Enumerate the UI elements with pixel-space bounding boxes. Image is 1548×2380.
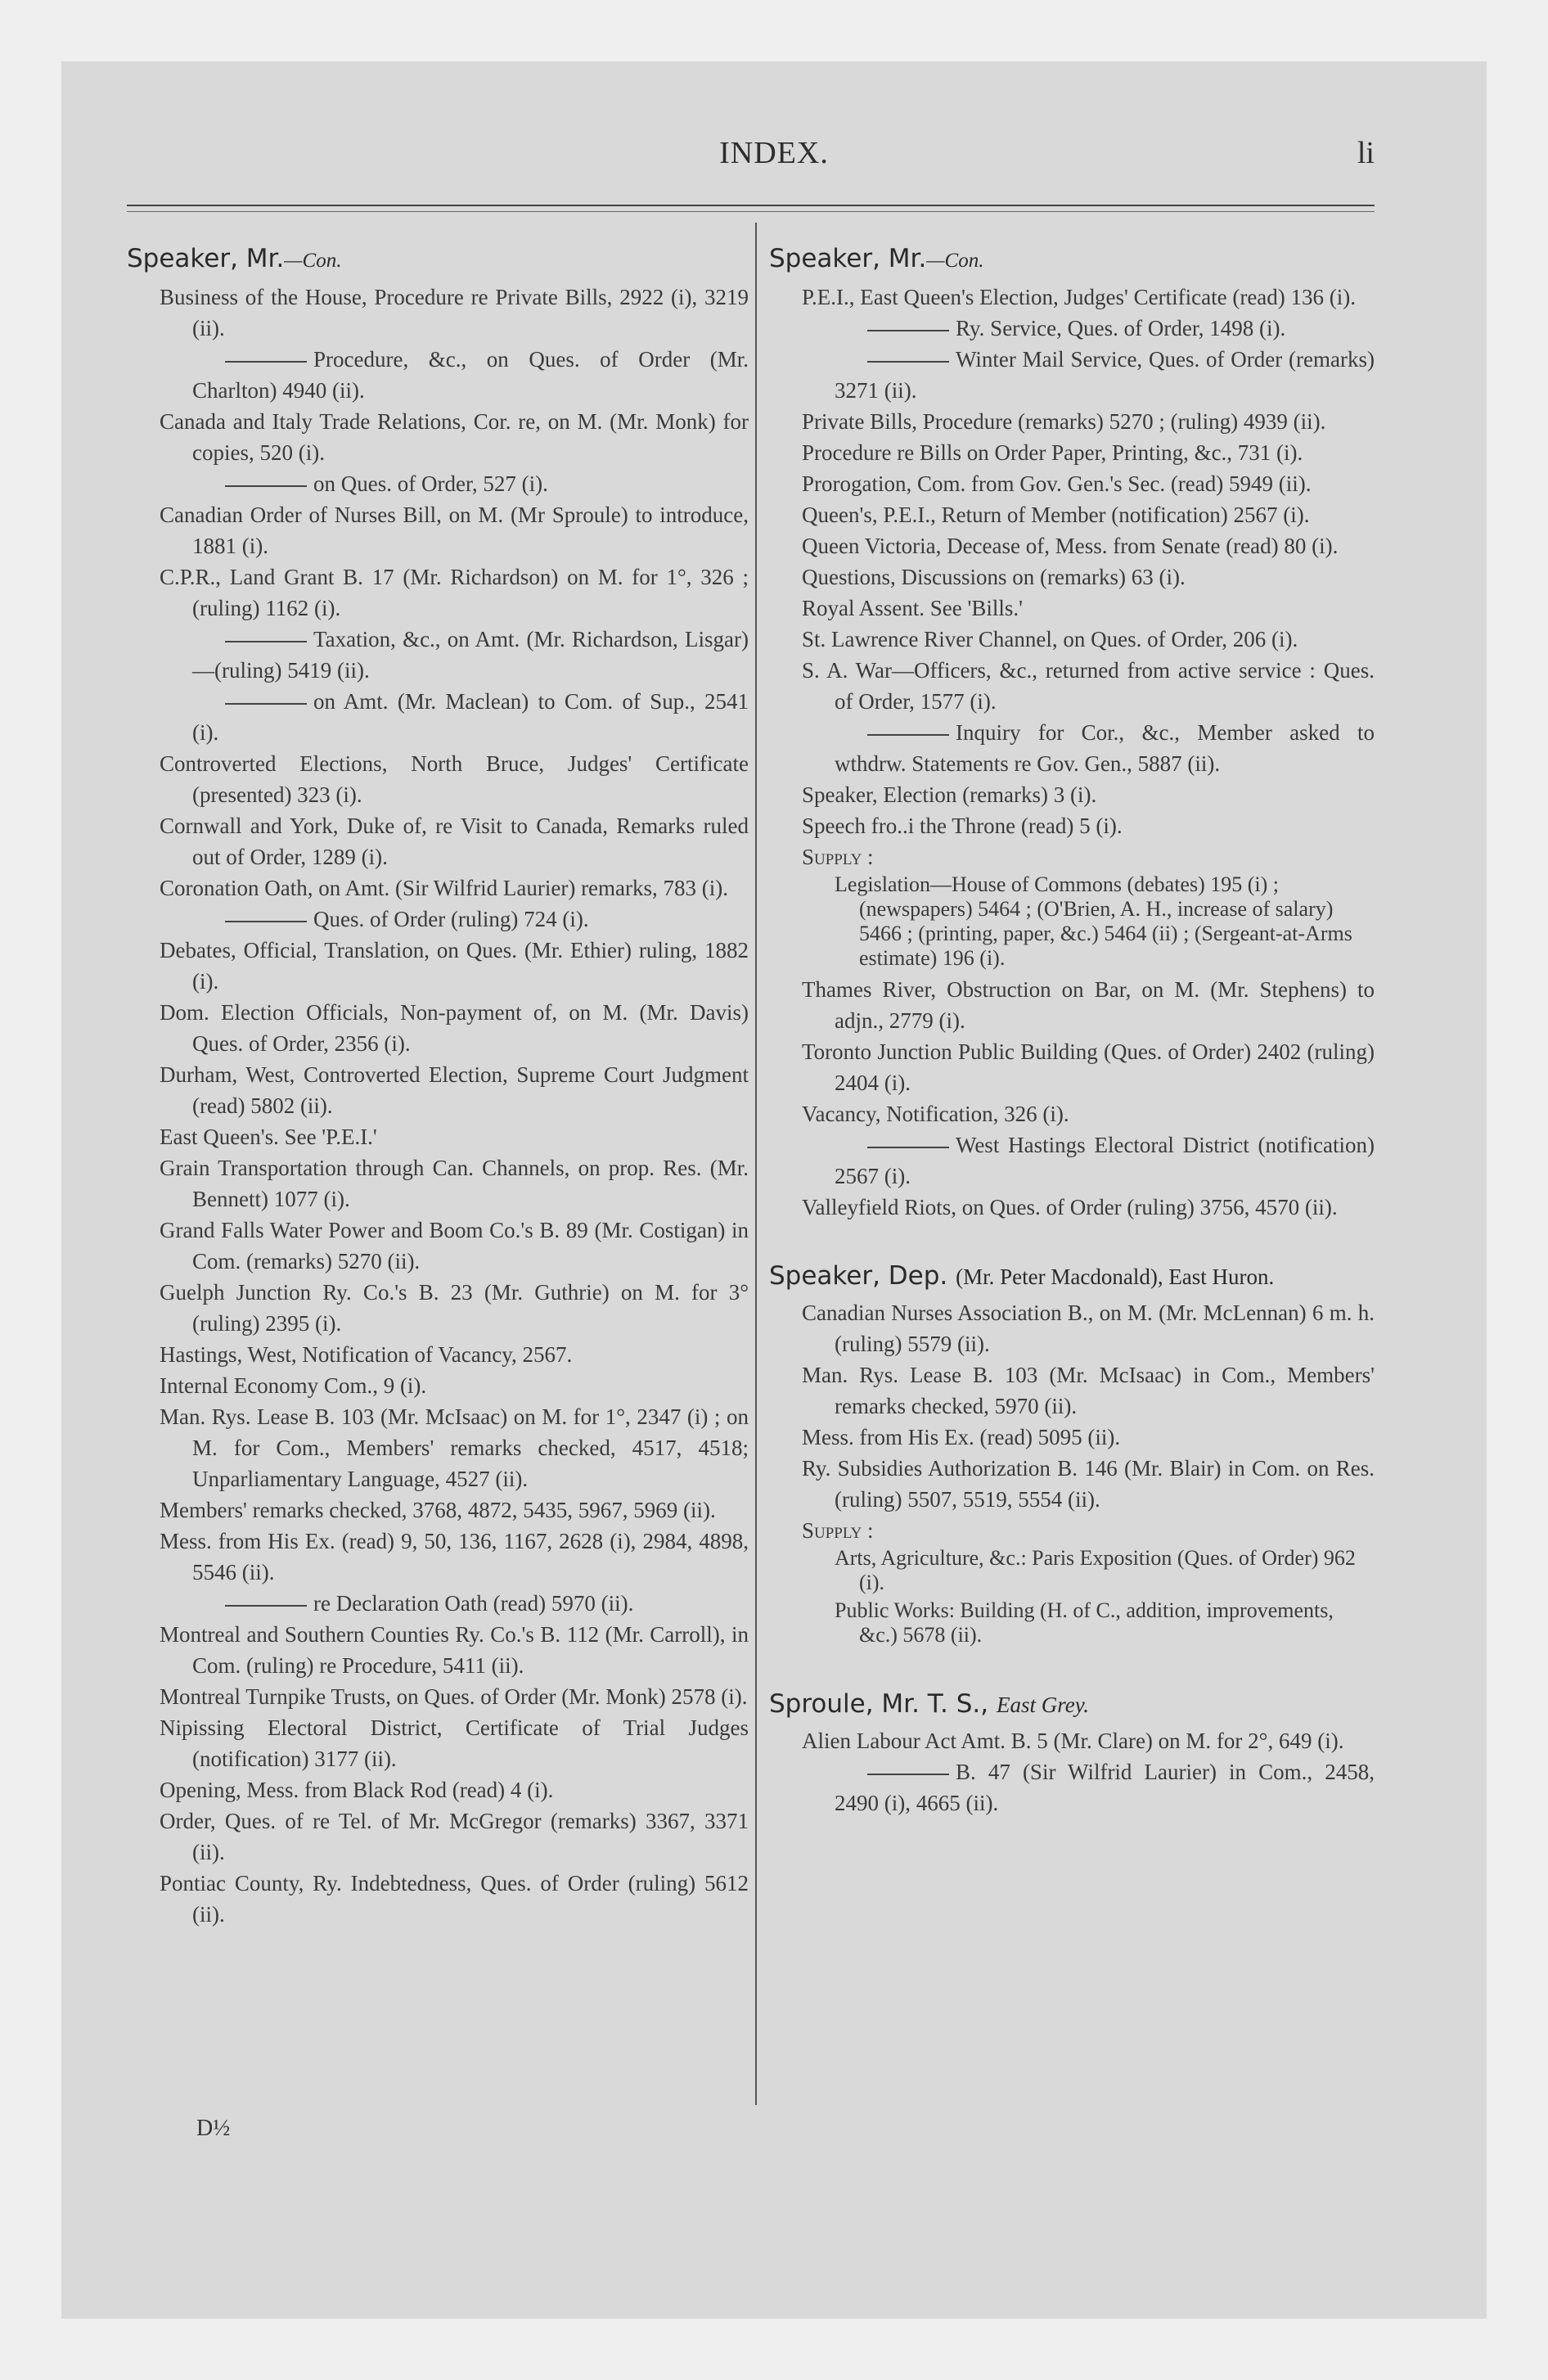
ditto-dash <box>225 703 307 705</box>
index-entry: C.P.R., Land Grant B. 17 (Mr. Richardson) on M. for 1°, 326 ; (ruling) 1162 (i). <box>160 565 749 620</box>
index-entry: Man. Rys. Lease B. 103 (Mr. McIsaac) in Com., Members' remarks checked, 5970 (ii). <box>802 1363 1375 1418</box>
index-entry-text: Ry. Service, Ques. of Order, 1498 (i). <box>956 316 1286 340</box>
supply-entry: Public Works: Building (H. of C., addition, improvements, &c.) 5678 (ii). <box>835 1598 1334 1647</box>
index-entry-text: Winter Mail Service, Ques. of Order (remarks) 3271 (ii). <box>835 347 1375 403</box>
ditto-dash <box>225 361 307 363</box>
index-entry: Private Bills, Procedure (remarks) 5270 ; (ruling) 4939 (ii). <box>802 409 1326 434</box>
ditto-dash <box>867 1147 949 1148</box>
supply-entry: Legislation—House of Commons (debates) 195 (i) ; (newspapers) 5464 ; (O'Brien, A. H., increase of salary) 5466 ; (printing, paper, &c.) 5464 (ii) ; (Sergeant-at-Arms estimate) 196 (i). <box>835 872 1352 970</box>
heading-suffix: —Con. <box>926 250 984 272</box>
ditto-dash <box>225 485 307 487</box>
column-divider <box>755 223 757 2105</box>
index-entry: Nipissing Electoral District, Certificate of Trial Judges (notification) 3177 (ii). <box>160 1715 749 1771</box>
signature-mark: D½ <box>196 2116 231 2141</box>
index-entry: Grand Falls Water Power and Boom Co.'s B. 89 (Mr. Costigan) in Com. (remarks) 5270 (ii). <box>160 1218 749 1273</box>
heading-name: Sproule, Mr. T. S., <box>769 1689 989 1719</box>
index-entry-text: Inquiry for Cor., &c., Member asked to wthdrw. Statements re Gov. Gen., 5887 (ii). <box>835 720 1375 776</box>
section-gap <box>769 1223 1375 1259</box>
supply-label: Supply : <box>802 1518 874 1543</box>
index-entry: Durham, West, Controverted Election, Supreme Court Judgment (read) 5802 (ii). <box>160 1062 749 1118</box>
deputy-heading <box>769 1259 1375 1294</box>
section-gap <box>769 1651 1375 1687</box>
left-column <box>127 241 749 1930</box>
index-entry: Hastings, West, Notification of Vacancy, 2567. <box>160 1342 573 1367</box>
index-entry: Procedure re Bills on Order Paper, Printing, &c., 731 (i). <box>802 440 1303 465</box>
index-entry: Dom. Election Officials, Non-payment of, on M. (Mr. Davis) Ques. of Order, 2356 (i). <box>160 1000 749 1056</box>
index-subentry <box>160 1588 749 1619</box>
index-entry: Alien Labour Act Amt. B. 5 (Mr. Clare) on M. for 2°, 649 (i). <box>802 1729 1344 1753</box>
index-entry: Opening, Mess. from Black Rod (read) 4 (i). <box>160 1778 554 1802</box>
index-entry-text: on Ques. of Order, 527 (i). <box>313 471 548 496</box>
index-entry: Montreal and Southern Counties Ry. Co.'s B. 112 (Mr. Carroll), in Com. (ruling) re Procedure, 5411 (ii). <box>160 1622 749 1678</box>
index-subentry <box>802 717 1375 779</box>
index-entry-text: B. 47 (Sir Wilfrid Laurier) in Com., 2458, 2490 (i), 4665 (ii). <box>835 1760 1375 1815</box>
index-entry: Queen Victoria, Decease of, Mess. from Senate (read) 80 (i). <box>802 534 1339 558</box>
index-entry: St. Lawrence River Channel, on Ques. of Order, 206 (i). <box>802 627 1298 651</box>
index-subentry <box>160 686 749 748</box>
page-number: li <box>1357 136 1375 170</box>
heading-suffix: (Mr. Peter Macdonald), East Huron. <box>956 1264 1275 1289</box>
index-entry-text: on Amt. (Mr. Maclean) to Com. of Sup., 2541 (i). <box>192 689 749 745</box>
index-entry: Order, Ques. of re Tel. of Mr. McGregor (remarks) 3367, 3371 (ii). <box>160 1809 749 1864</box>
index-entry: Pontiac County, Ry. Indebtedness, Ques. of Order (ruling) 5612 (ii). <box>160 1871 749 1927</box>
heading-name: Speaker, Mr. <box>769 244 927 273</box>
page-title: INDEX. <box>719 136 829 170</box>
sproule-heading <box>769 1687 1375 1722</box>
index-entry: Canadian Order of Nurses Bill, on M. (Mr Sproule) to introduce, 1881 (i). <box>160 503 749 558</box>
index-entry: Queen's, P.E.I., Return of Member (notification) 2567 (i). <box>802 503 1310 527</box>
index-entry: S. A. War—Officers, &c., returned from active service : Ques. of Order, 1577 (i). <box>802 658 1375 714</box>
ditto-dash <box>867 330 949 331</box>
index-entry: Thames River, Obstruction on Bar, on M. (Mr. Stephens) to adjn., 2779 (i). <box>802 977 1375 1033</box>
index-entry: Grain Transportation through Can. Channels, on prop. Res. (Mr. Bennett) 1077 (i). <box>160 1156 749 1211</box>
index-entry: Controverted Elections, North Bruce, Judges' Certificate (presented) 323 (i). <box>160 751 749 807</box>
index-entry-text: Procedure, &c., on Ques. of Order (Mr. Charlton) 4940 (ii). <box>192 347 749 403</box>
index-entry: Royal Assent. See 'Bills.' <box>802 596 1023 620</box>
supply-label: Supply : <box>802 845 874 869</box>
index-entry: Questions, Discussions on (remarks) 63 (i). <box>802 565 1186 589</box>
index-entry: Speech fro..i the Throne (read) 5 (i). <box>802 814 1123 838</box>
index-subentry <box>160 624 749 686</box>
heading-suffix: East Grey. <box>997 1693 1089 1717</box>
index-subentry <box>802 313 1375 344</box>
index-entry: P.E.I., East Queen's Election, Judges' Certificate (read) 136 (i). <box>802 285 1357 309</box>
index-subentry <box>160 344 749 406</box>
index-entry: Guelph Junction Ry. Co.'s B. 23 (Mr. Guthrie) on M. for 3° (ruling) 2395 (i). <box>160 1280 749 1336</box>
index-entry: Mess. from His Ex. (read) 5095 (ii). <box>802 1425 1121 1449</box>
ditto-dash <box>867 1774 949 1775</box>
ditto-dash <box>225 641 307 642</box>
index-entry: Toronto Junction Public Building (Ques. of Order) 2402 (ruling) 2404 (i). <box>802 1039 1375 1095</box>
header-rule-thin <box>127 211 1375 212</box>
index-subentry <box>802 344 1375 406</box>
index-entry: Speaker, Election (remarks) 3 (i). <box>802 782 1097 807</box>
ditto-dash <box>225 921 307 922</box>
index-entry: Coronation Oath, on Amt. (Sir Wilfrid Laurier) remarks, 783 (i). <box>160 876 729 900</box>
index-entry: Vacancy, Notification, 326 (i). <box>802 1102 1069 1126</box>
index-entry: Ry. Subsidies Authorization B. 146 (Mr. Blair) in Com. on Res. (ruling) 5507, 5519, 5554 (ii). <box>802 1456 1375 1512</box>
index-entry: Prorogation, Com. from Gov. Gen.'s Sec. (read) 5949 (ii). <box>802 471 1312 496</box>
index-entry-text: West Hastings Electoral District (notification) 2567 (i). <box>835 1133 1375 1188</box>
index-entry: Canada and Italy Trade Relations, Cor. re, on M. (Mr. Monk) for copies, 520 (i). <box>160 409 749 465</box>
ditto-dash <box>225 1605 307 1607</box>
index-entry-text: Taxation, &c., on Amt. (Mr. Richardson, Lisgar)—(ruling) 5419 (ii). <box>192 627 749 683</box>
index-entry-text: Ques. of Order (ruling) 724 (i). <box>313 907 589 931</box>
header-rule <box>127 205 1375 206</box>
index-entry: Mess. from His Ex. (read) 9, 50, 136, 1167, 2628 (i), 2984, 4898, 5546 (ii). <box>160 1529 749 1584</box>
ditto-dash <box>867 361 949 363</box>
heading-suffix: —Con. <box>284 250 342 272</box>
heading-name: Speaker, Mr. <box>127 244 285 273</box>
ditto-dash <box>867 734 949 736</box>
supply-entry: Arts, Agriculture, &c.: Paris Exposition (Ques. of Order) 962 (i). <box>835 1546 1356 1594</box>
index-entry: Montreal Turnpike Trusts, on Ques. of Order (Mr. Monk) 2578 (i). <box>160 1684 748 1709</box>
index-entry: Canadian Nurses Association B., on M. (Mr. McLennan) 6 m. h. (ruling) 5579 (ii). <box>802 1300 1375 1356</box>
right-column <box>769 241 1375 1819</box>
index-entry: Valleyfield Riots, on Ques. of Order (ruling) 3756, 4570 (ii). <box>802 1195 1338 1219</box>
index-subentry <box>160 468 749 499</box>
heading-name: Speaker, Dep. <box>769 1261 948 1291</box>
index-subentry <box>802 1129 1375 1192</box>
index-entry: Business of the House, Procedure re Private Bills, 2922 (i), 3219 (ii). <box>160 285 749 340</box>
index-entry-text: re Declaration Oath (read) 5970 (ii). <box>313 1591 634 1616</box>
index-entry: Members' remarks checked, 3768, 4872, 5435, 5967, 5969 (ii). <box>160 1498 716 1522</box>
index-entry: Debates, Official, Translation, on Ques. (Mr. Ethier) ruling, 1882 (i). <box>160 938 749 994</box>
index-entry: East Queen's. See 'P.E.I.' <box>160 1125 377 1149</box>
left-heading <box>127 241 749 278</box>
index-entry: Cornwall and York, Duke of, re Visit to Canada, Remarks ruled out of Order, 1289 (i). <box>160 814 749 869</box>
index-subentry <box>160 904 749 935</box>
index-subentry <box>802 1756 1375 1819</box>
right-heading <box>769 241 1375 278</box>
index-entry: Man. Rys. Lease B. 103 (Mr. McIsaac) on M. for 1°, 2347 (i) ; on M. for Com., Members' remarks checked, 4517, 4518; Unparliamentary Language, 4527 (ii). <box>160 1404 749 1491</box>
index-entry: Internal Economy Com., 9 (i). <box>160 1373 427 1398</box>
